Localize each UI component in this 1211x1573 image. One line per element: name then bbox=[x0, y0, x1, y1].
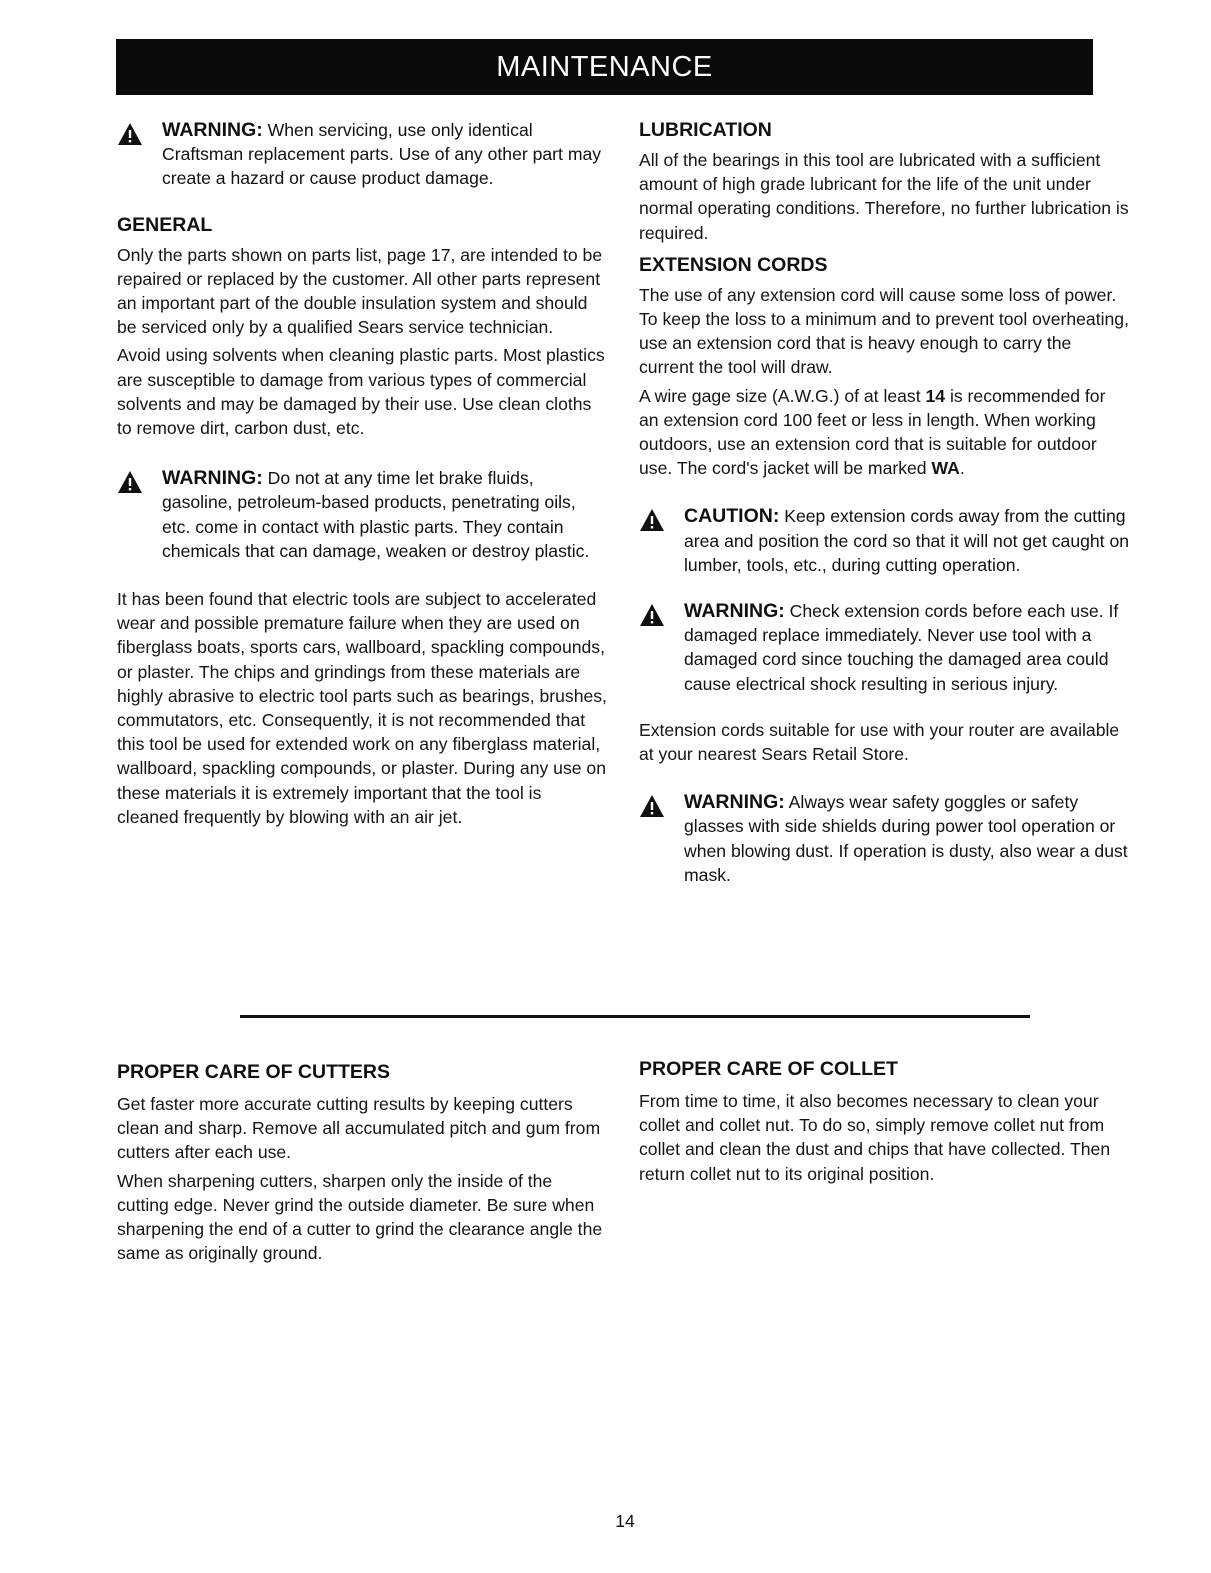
general-paragraph-parts: Only the parts shown on parts list, page 17, are intended to be repaired or replaced by the customer. All other parts represent an important part of the double insulation system and should be serviced only by a qualified Sears service technician. bbox=[117, 244, 603, 338]
extension-availability-paragraph: Extension cords suitable for use with your router are available at your nearest Sears Retail Store. bbox=[639, 719, 1120, 765]
page-title: MAINTENANCE bbox=[496, 50, 713, 83]
warning-keyword: WARNING: bbox=[162, 467, 263, 490]
collet-section bbox=[639, 1057, 1129, 1186]
collet-paragraph: From time to time, it also becomes necessary to clean your collet and collet nut. To do so, simply remove collet nut from collet and clean the dust and chips that have collected. Then return collet nut to its original position. bbox=[639, 1091, 1111, 1184]
jacket-marking: WA bbox=[931, 458, 960, 479]
gage-size-value: 14 bbox=[925, 385, 946, 406]
warning-text: Check extension cords before each use. If damaged replace immediately. Never use tool with a damaged cord since touching the damaged area could cause electrical shock resulting in serious injury. bbox=[684, 601, 1119, 694]
caution-text: Keep extension cords away from the cutting area and position the cord so that it will not get caught on lumber, tools, etc., during cutting operation. bbox=[684, 506, 1130, 575]
gage-text-b: is recommended for an extension cord 100 feet or less in length. When working outdoors, use an extension cord that is suitable for outdoor use. The cord's jacket will be marked bbox=[639, 385, 1106, 479]
warning-keyword: WARNING: bbox=[684, 791, 785, 814]
warning-text: Do not at any time let brake fluids, gasoline, petroleum-based products, penetrating oils, etc. come in contact with plastic parts. They contain chemicals that can damage, weaken or destroy plastic. bbox=[162, 468, 590, 561]
section-divider bbox=[240, 1015, 1030, 1018]
section-banner bbox=[116, 39, 1093, 95]
warning-text: When servicing, use only identical Craftsman replacement parts. Use of any other part may create a hazard or cause product damage. bbox=[162, 120, 602, 189]
warning-triangle-icon bbox=[639, 508, 665, 532]
warning-triangle-icon bbox=[117, 470, 143, 494]
fiberglass-paragraph: It has been found that electric tools are subject to accelerated wear and possible premature failure when they are used on fiberglass boats, sports cars, wallboard, spackling compounds, or plaster. The chips and grindings from these materials are highly abrasive to electric tool parts such as bearings, brushes, commutators, etc. Consequently, it is not recommended that this tool be used for extended work on any fiberglass material, wallboard, spackling compounds, or plaster. During any use on these materials it is extremely important that the tool is cleaned frequently by blowing with an air jet. bbox=[117, 589, 607, 827]
heading-lubrication: LUBRICATION bbox=[639, 119, 772, 141]
warning-block-damaged-cord bbox=[639, 599, 1129, 696]
warning-triangle-icon bbox=[639, 603, 665, 627]
left-column bbox=[117, 118, 607, 829]
warning-keyword: WARNING: bbox=[162, 119, 263, 141]
warning-triangle-icon bbox=[639, 794, 665, 818]
extension-paragraph-power: The use of any extension cord will cause some loss of power. To keep the loss to a minimum and to prevent tool overheating, use an extension cord that is heavy enough to carry the current the tool will draw. bbox=[639, 284, 1129, 378]
general-paragraph-solvents: Avoid using solvents when cleaning plastic parts. Most plastics are susceptible to damage from various types of commercial solvents and may be damaged by their use. Use clean cloths to remove dirt, carbon dust, etc. bbox=[117, 345, 605, 439]
page-number: 14 bbox=[615, 1511, 635, 1531]
warning-block-replacement-parts bbox=[117, 118, 607, 191]
gage-text-a: A wire gage size (A.W.G.) of at least bbox=[639, 385, 926, 406]
heading-proper-care-of-cutters: PROPER CARE OF CUTTERS bbox=[117, 1061, 391, 1083]
heading-extension-cords: EXTENSION CORDS bbox=[639, 253, 828, 276]
cutters-paragraph-clean: Get faster more accurate cutting results by keeping cutters clean and sharp. Remove all accumulated pitch and gum from cutters after each use. bbox=[117, 1094, 601, 1163]
warning-block-safety-goggles bbox=[639, 790, 1129, 887]
caution-keyword: CAUTION: bbox=[684, 505, 780, 528]
caution-block-cord-placement bbox=[639, 504, 1129, 577]
heading-proper-care-of-collet: PROPER CARE OF COLLET bbox=[639, 1058, 898, 1080]
cutters-paragraph-sharpening: When sharpening cutters, sharpen only the inside of the cutting edge. Never grind the outside diameter. Be sure when sharpening the end of a cutter to grind the clearance angle the same as originally ground. bbox=[117, 1170, 603, 1264]
cutters-section bbox=[117, 1060, 607, 1265]
warning-text: Always wear safety goggles or safety glasses with side shields during power tool operation or when blowing dust. If operation is dusty, also wear a dust mask. bbox=[684, 792, 1128, 885]
warning-block-brake-fluids bbox=[117, 466, 607, 563]
lubrication-paragraph: All of the bearings in this tool are lubricated with a sufficient amount of high grade lubricant for the life of the unit under normal operating conditions. Therefore, no further lubrication is required. bbox=[639, 150, 1129, 243]
right-column bbox=[639, 118, 1129, 887]
warning-keyword: WARNING: bbox=[684, 600, 785, 623]
extension-paragraph-gage bbox=[639, 384, 1129, 481]
heading-general: GENERAL bbox=[117, 213, 213, 236]
warning-triangle-icon bbox=[117, 122, 143, 146]
gage-text-end: . bbox=[959, 458, 965, 479]
